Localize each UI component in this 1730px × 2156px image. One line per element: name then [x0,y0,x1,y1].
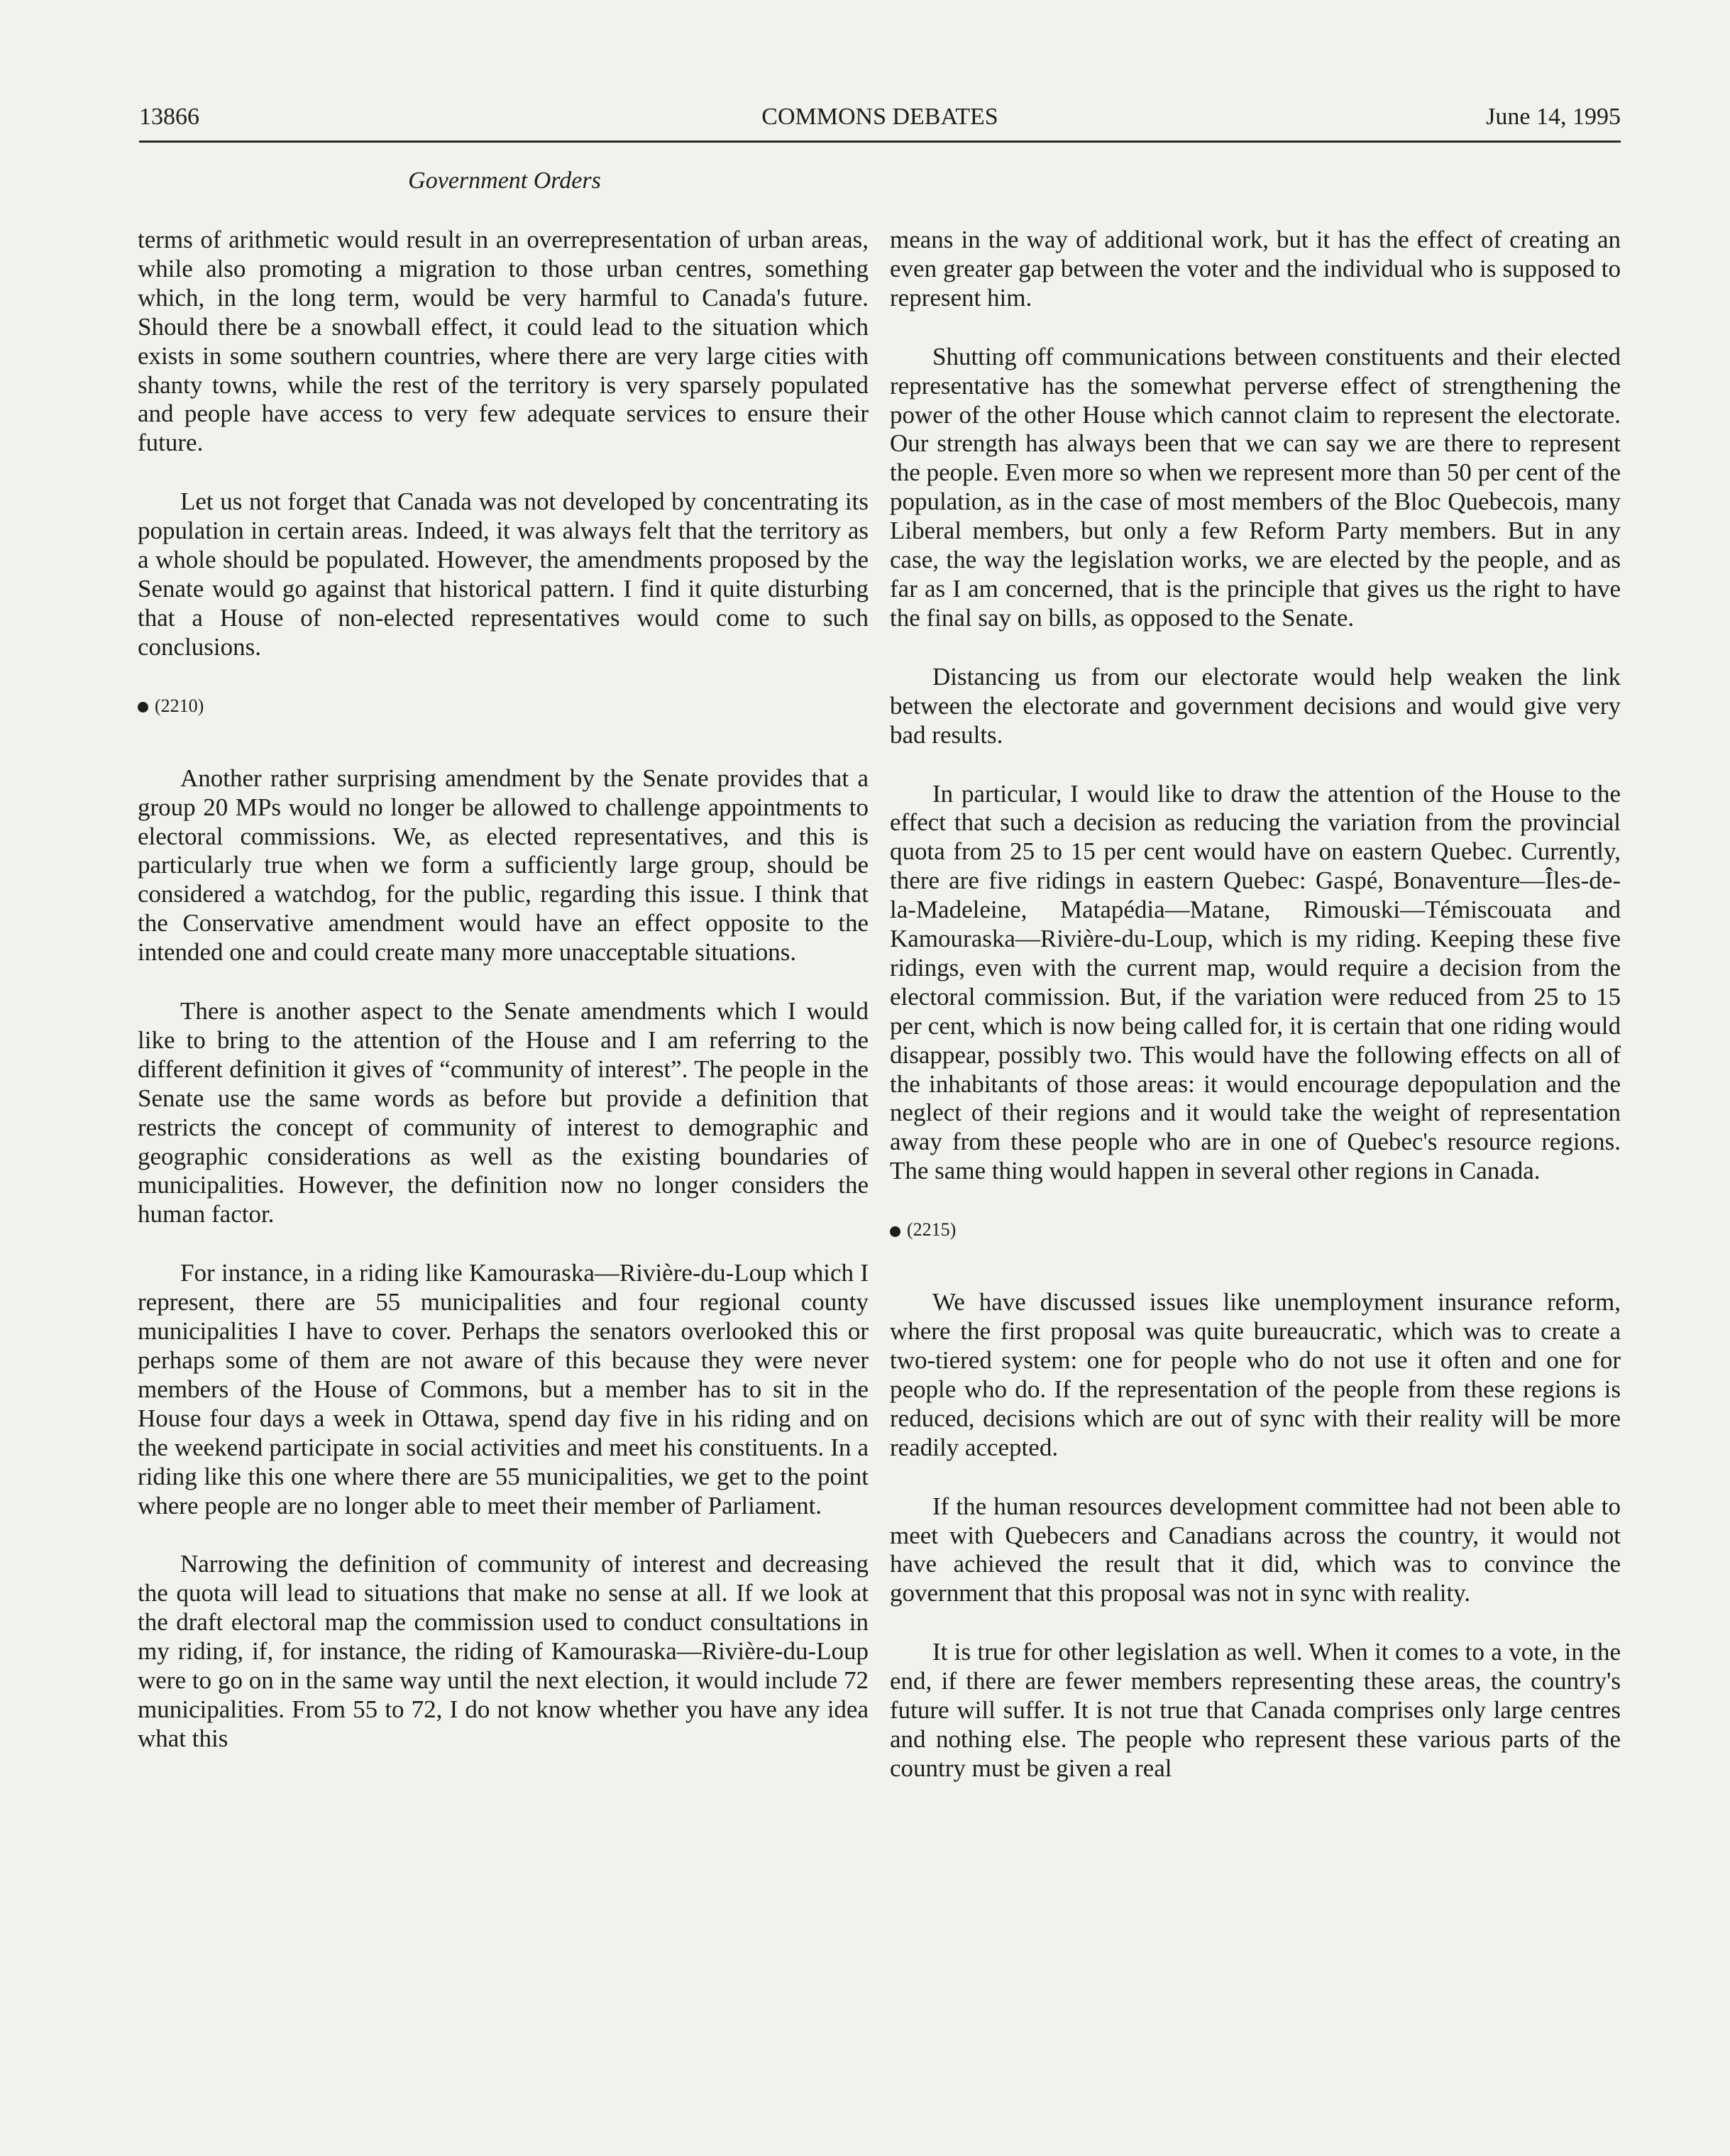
bullet-icon [138,702,148,713]
bullet-icon [890,1226,900,1237]
paragraph: Shutting off communications between constituents and their elected representative has the somewhat perverse effect of strengthening the power of the other House which cannot claim to represent the electorate. Our strength has always been that we can say we are there to represent the people. Even more so when we represent more than 50 per cent of the population, as in the case of most members of the Bloc Quebecois, many Liberal members, but only a few Reform Party members. But in any case, the way the legislation works, we are elected by the people, and as far as I am concerned, that is the principle that gives us the right to have the final say on bills, as opposed to the Senate. [890,342,1621,632]
paragraph: Another rather surprising amendment by the Senate provides that a group 20 MPs would no longer be allowed to challenge appointments to electoral commissions. We, as elected representatives, and this is particularly true when we form a sufficiently large group, should be considered a watchdog, for the public, regarding this issue. I think that the Conservative amendment would have an effect opposite to the intended one and could create many more unacceptable situations. [138,764,869,967]
paragraph: For instance, in a riding like Kamouraska—Rivière-du-Loup which I represent, there are 55 municipalities and four regional county municipalities I have to cover. Perhaps the senators overlooked this or perhaps some of them are not aware of this because they were never members of the House of Commons, but a member has to sit in the House four days a week in Ottawa, spend day five in his riding and on the weekend participate in social activities and meet his constituents. In a riding like this one where there are 55 municipalities, we get to the point where people are no longer able to meet their member of Parliament. [138,1259,869,1519]
paragraph: Distancing us from our electorate would help weaken the link between the electorate and government decisions and would give very bad results. [890,662,1621,749]
paragraph: Let us not forget that Canada was not developed by concentrating its population in certain areas. Indeed, it was always felt that the territory as a whole should be populated. However, the amendments proposed by the Senate would go against that historical pattern. I find it quite disturbing that a House of non-elected representatives would come to such conclusions. [138,488,869,661]
time-marker-label: (2210) [155,695,204,716]
left-column [138,226,869,1783]
page-number: 13866 [139,104,199,130]
paragraph: terms of arithmetic would result in an overrepresentation of urban areas, while also promoting a migration to those urban centres, something which, in the long term, would be very harmful to Canada's future. Should there be a snowball effect, it could lead to the situation which exists in some southern countries, where there are very large cities with shanty towns, while the rest of the territory is very sparsely populated and people have access to very few adequate services to ensure their future. [138,226,869,457]
time-marker [890,1216,1621,1244]
time-marker [138,692,869,720]
paragraph: If the human resources development committee had not been able to meet with Quebecers and Canadians across the country, it would not have achieved the result that it did, which was to convince the government that this proposal was not in sync with reality. [890,1492,1621,1607]
header-rule [139,141,1621,143]
paragraph: means in the way of additional work, but it has the effect of creating an even greater gap between the voter and the individual who is supposed to represent him. [890,226,1621,312]
time-marker-label: (2215) [907,1219,957,1241]
right-column [890,226,1621,1813]
paragraph: In particular, I would like to draw the attention of the House to the effect that such a decision as reducing the variation from the provincial quota from 25 to 15 per cent would have on eastern Quebec. Currently, there are five ridings in eastern Quebec: Gaspé, Bonaventure—Îles-de-la-Madeleine, Matapédia—Matane, Rimouski—Témiscouata and Kamouraska—Rivière-du-Loup, which is my riding. Keeping these five ridings, even with the current map, would require a decision from the electoral commission. But, if the variation were reduced from 25 to 15 per cent, which is now being called for, it is certain that one riding would disappear, possibly two. This would have the following effects on all of the inhabitants of those areas: it would encourage depopulation and the neglect of their regions and it would take the weight of representation away from these people who are in one of Quebec's resource regions. The same thing would happen in several other regions in Canada. [890,779,1621,1185]
paragraph: There is another aspect to the Senate amendments which I would like to bring to the attention of the House and I am referring to the different definition it gives of “community of interest”. The people in the Senate use the same words as before but provide a definition that restricts the concept of community of interest to demographic and geographic considerations as well as the existing boundaries of municipalities. However, the definition now no longer considers the human factor. [138,997,869,1228]
paragraph: We have discussed issues like unemployment insurance reform, where the first proposal was quite bureaucratic, which was to create a two-tiered system: one for people who do not use it often and one for people who do. If the representation of the people from these regions is reduced, decisions which are out of sync with their reality will be more readily accepted. [890,1288,1621,1461]
page-header [139,104,1621,142]
publication-date: June 14, 1995 [1486,104,1621,130]
paragraph: It is true for other legislation as well. When it comes to a vote, in the end, if there are fewer members representing these areas, the country's future will suffer. It is not true that Canada comprises only large centres and nothing else. The people who represent these various parts of the country must be given a real [890,1638,1621,1782]
section-heading: Government Orders [408,167,601,194]
paragraph: Narrowing the definition of community of interest and decreasing the quota will lead to situations that make no sense at all. If we look at the draft electoral map the commission used to conduct consultations in my riding, if, for instance, the riding of Kamouraska—Rivière-du-Loup were to go on in the same way until the next election, it would include 72 municipalities. From 55 to 72, I do not know whether you have any idea what this [138,1550,869,1752]
publication-title: COMMONS DEBATES [761,104,998,130]
